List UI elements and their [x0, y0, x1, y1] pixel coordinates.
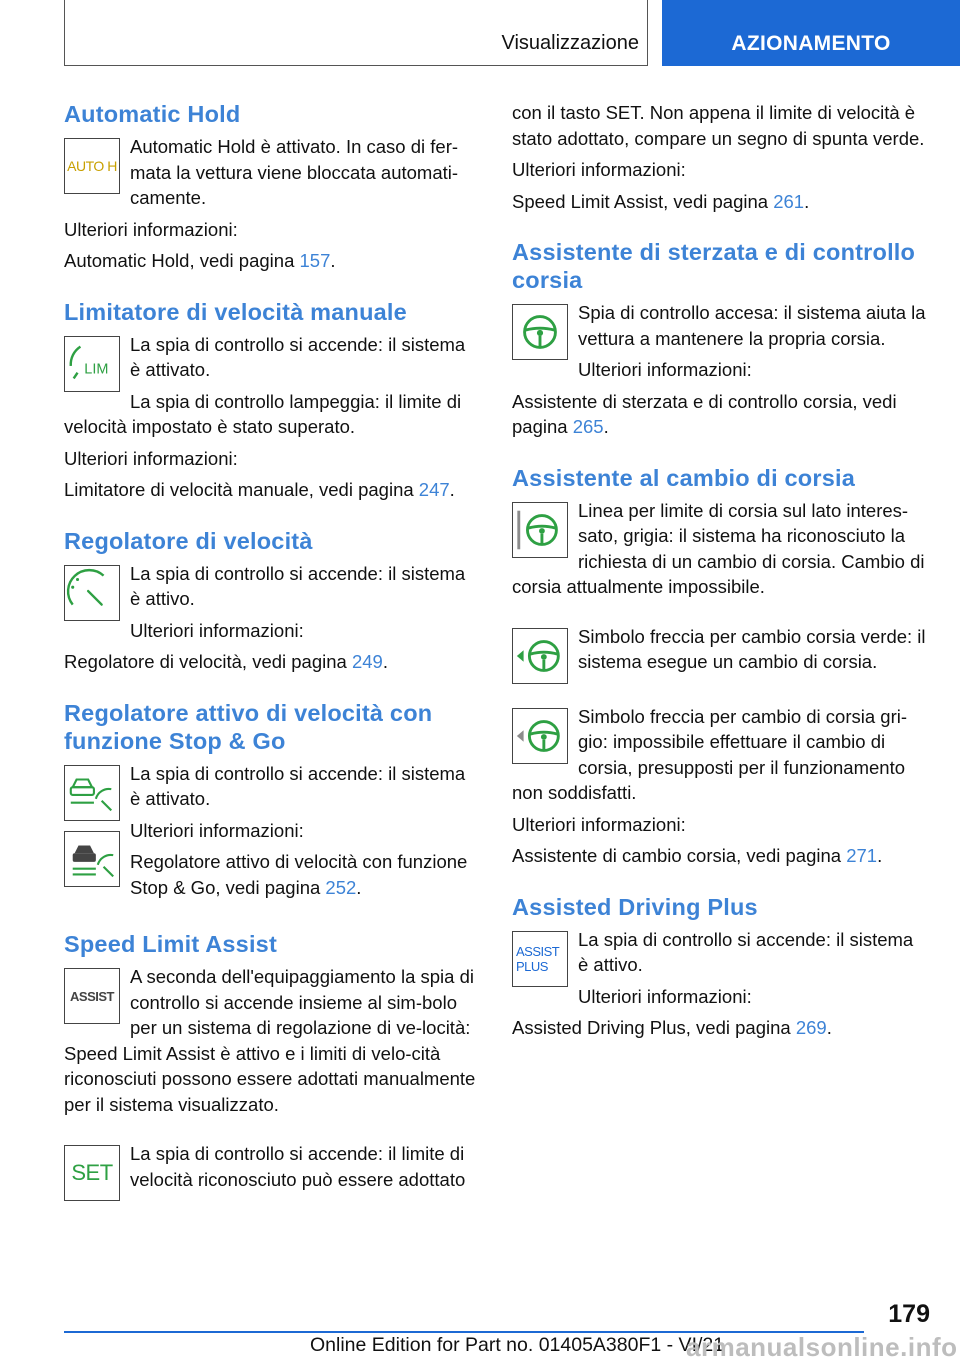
- header-chapter-tab[interactable]: [662, 0, 960, 66]
- svg-text:LIM: LIM: [84, 361, 109, 378]
- assist-plus-icon: ASSIST PLUS: [512, 931, 568, 987]
- paragraph: Linea per limite di corsia sul lato interes-sato, grigia: il sistema ha riconosciuto la richiesta di un cambio di corsia. Cambio di corsia attualmente impossibile.: [512, 499, 925, 597]
- section-title: Regolatore di velocità: [64, 527, 313, 554]
- set-icon: SET: [64, 1145, 120, 1201]
- section-automatic-hold: [64, 100, 480, 274]
- section-steering-assist: [512, 238, 928, 440]
- paragraph: La spia di controllo lampeggia: il limite di velocità impostato è stato superato.: [64, 390, 462, 437]
- auto-hold-icon: AUTO H: [64, 138, 120, 194]
- section-lane-change: [512, 464, 928, 869]
- header-chapter-title: AZIONAMENTO: [731, 32, 891, 55]
- page-link[interactable]: 247: [418, 479, 450, 500]
- paragraph: Spia di controllo accesa: il sistema aiuta la vettura a mantenere la propria corsia.: [578, 302, 926, 349]
- paragraph: Simbolo freccia per cambio corsia verde: il sistema esegue un cambio di corsia.: [578, 625, 926, 672]
- header-section-box: [64, 0, 648, 66]
- acc-icon-stack: [64, 761, 130, 889]
- speed-limiter-icon: [64, 336, 120, 392]
- section-title: Automatic Hold: [64, 101, 241, 127]
- speedometer-icon: [65, 565, 119, 621]
- section-active-cruise-control: [64, 699, 480, 907]
- page-link[interactable]: 249: [351, 651, 383, 672]
- paragraph: La spia di controllo si accende: il sistema è attivo.: [130, 562, 466, 609]
- more-info-label: Ulteriori informazioni:: [578, 985, 752, 1007]
- lane-line-gray-icon: [512, 502, 568, 558]
- page-reference: Assisted Driving Plus, vedi pagina 269.: [512, 1017, 832, 1038]
- section-title: Assistente al cambio di corsia: [512, 464, 855, 491]
- page-link[interactable]: 269: [795, 1017, 827, 1038]
- section-title: Regolatore attivo di velocità con funzione Stop & Go: [64, 699, 433, 754]
- paragraph: La spia di controllo si accende: il sistema è attivo.: [578, 928, 914, 975]
- page-link[interactable]: 157: [299, 250, 331, 271]
- page-reference: Assistente di sterzata e di controllo corsia, vedi pagina 265.: [512, 390, 897, 437]
- page-reference: Assistente di cambio corsia, vedi pagina 271.: [512, 845, 883, 866]
- car-speedometer-gray-icon: [65, 831, 119, 887]
- steering-wheel-icon: [512, 304, 568, 360]
- paragraph: Simbolo freccia per cambio di corsia gri-gio: impossibile effettuare il cambio di corsia, presupposti per il funzionamento non soddisfatti.: [512, 705, 908, 803]
- section-cruise-control: [64, 527, 480, 675]
- section-assisted-driving-plus: [512, 893, 928, 1041]
- section-title: Assistente di sterzata e di controllo corsia: [512, 239, 916, 293]
- footer-edition: Online Edition for Part no. 01405A380F1 - VI/21: [310, 1334, 725, 1356]
- more-info-label: Ulteriori informazioni:: [130, 619, 304, 641]
- page-reference: Automatic Hold, vedi pagina 157.: [64, 250, 336, 271]
- section-title: Limitatore di velocità manuale: [64, 298, 407, 325]
- paragraph-continued: con il tasto SET. Non appena il limite di velocità è stato adottato, compare un segno di spunta verde.: [512, 102, 925, 149]
- more-info-label: Ulteriori informazioni:: [130, 819, 304, 841]
- lane-change-arrow-green-icon: [512, 628, 568, 684]
- page-link[interactable]: 252: [325, 876, 357, 898]
- page-link[interactable]: 265: [572, 416, 604, 437]
- cruise-control-icon: [64, 565, 120, 621]
- more-info-label: Ulteriori informazioni:: [512, 159, 686, 180]
- more-info-label: Ulteriori informazioni:: [64, 218, 238, 240]
- paragraph: La spia di controllo si accende: il sistema è attivato.: [130, 762, 466, 809]
- left-column: [64, 100, 480, 1216]
- assist-icon: ASSIST: [64, 968, 120, 1024]
- section-title: Assisted Driving Plus: [512, 893, 758, 920]
- section-title: Speed Limit Assist: [64, 931, 277, 957]
- paragraph: A seconda dell'equipaggiamento la spia di controllo si accende insieme al sim-bolo per un sistema di regolazione di ve-locità: Speed Limit Assist è attivo e i limiti di velo-cità riconosciuti possono essere adottati manualmente per il sistema visualizzato.: [64, 966, 476, 1115]
- section-speed-limit-assist-continued: [512, 100, 928, 214]
- watermark: armanualsonline.info: [686, 1332, 958, 1362]
- page-reference: Speed Limit Assist, vedi pagina 261.: [512, 190, 810, 212]
- page-reference: Limitatore di velocità manuale, vedi pagina 247.: [64, 479, 455, 500]
- page-link[interactable]: 271: [846, 845, 878, 866]
- header-section-title: Visualizzazione: [501, 32, 639, 54]
- page-reference: Regolatore di velocità, vedi pagina 249.: [64, 651, 388, 672]
- more-info-label: Ulteriori informazioni:: [578, 359, 752, 380]
- car-speedometer-icon: [65, 765, 119, 821]
- more-info-label: Ulteriori informazioni:: [512, 813, 686, 835]
- paragraph-continued: La spia di controllo si accende: il limite di velocità riconosciuto può essere adottato: [130, 1143, 466, 1190]
- paragraph: Automatic Hold è attivato. In caso di fer-mata la vettura viene bloccata automati-camente.: [130, 136, 459, 208]
- acc-green-icon: [64, 765, 120, 821]
- paragraph: La spia di controllo si accende: il sistema è attivato.: [130, 333, 466, 380]
- acc-gray-icon: [64, 831, 120, 887]
- right-column: [512, 100, 928, 1065]
- lane-change-arrow-gray-icon: [512, 708, 568, 764]
- page-number: 179: [888, 1300, 930, 1328]
- limiter-gauge-icon: [65, 336, 119, 392]
- section-speed-limit-assist: [64, 930, 480, 1192]
- page-link[interactable]: 261: [773, 190, 805, 212]
- more-info-label: Ulteriori informazioni:: [64, 447, 238, 469]
- section-speed-limiter: [64, 298, 480, 503]
- page-reference: Regolatore attivo di velocità con funzione Stop & Go, vedi pagina 252.: [130, 851, 468, 898]
